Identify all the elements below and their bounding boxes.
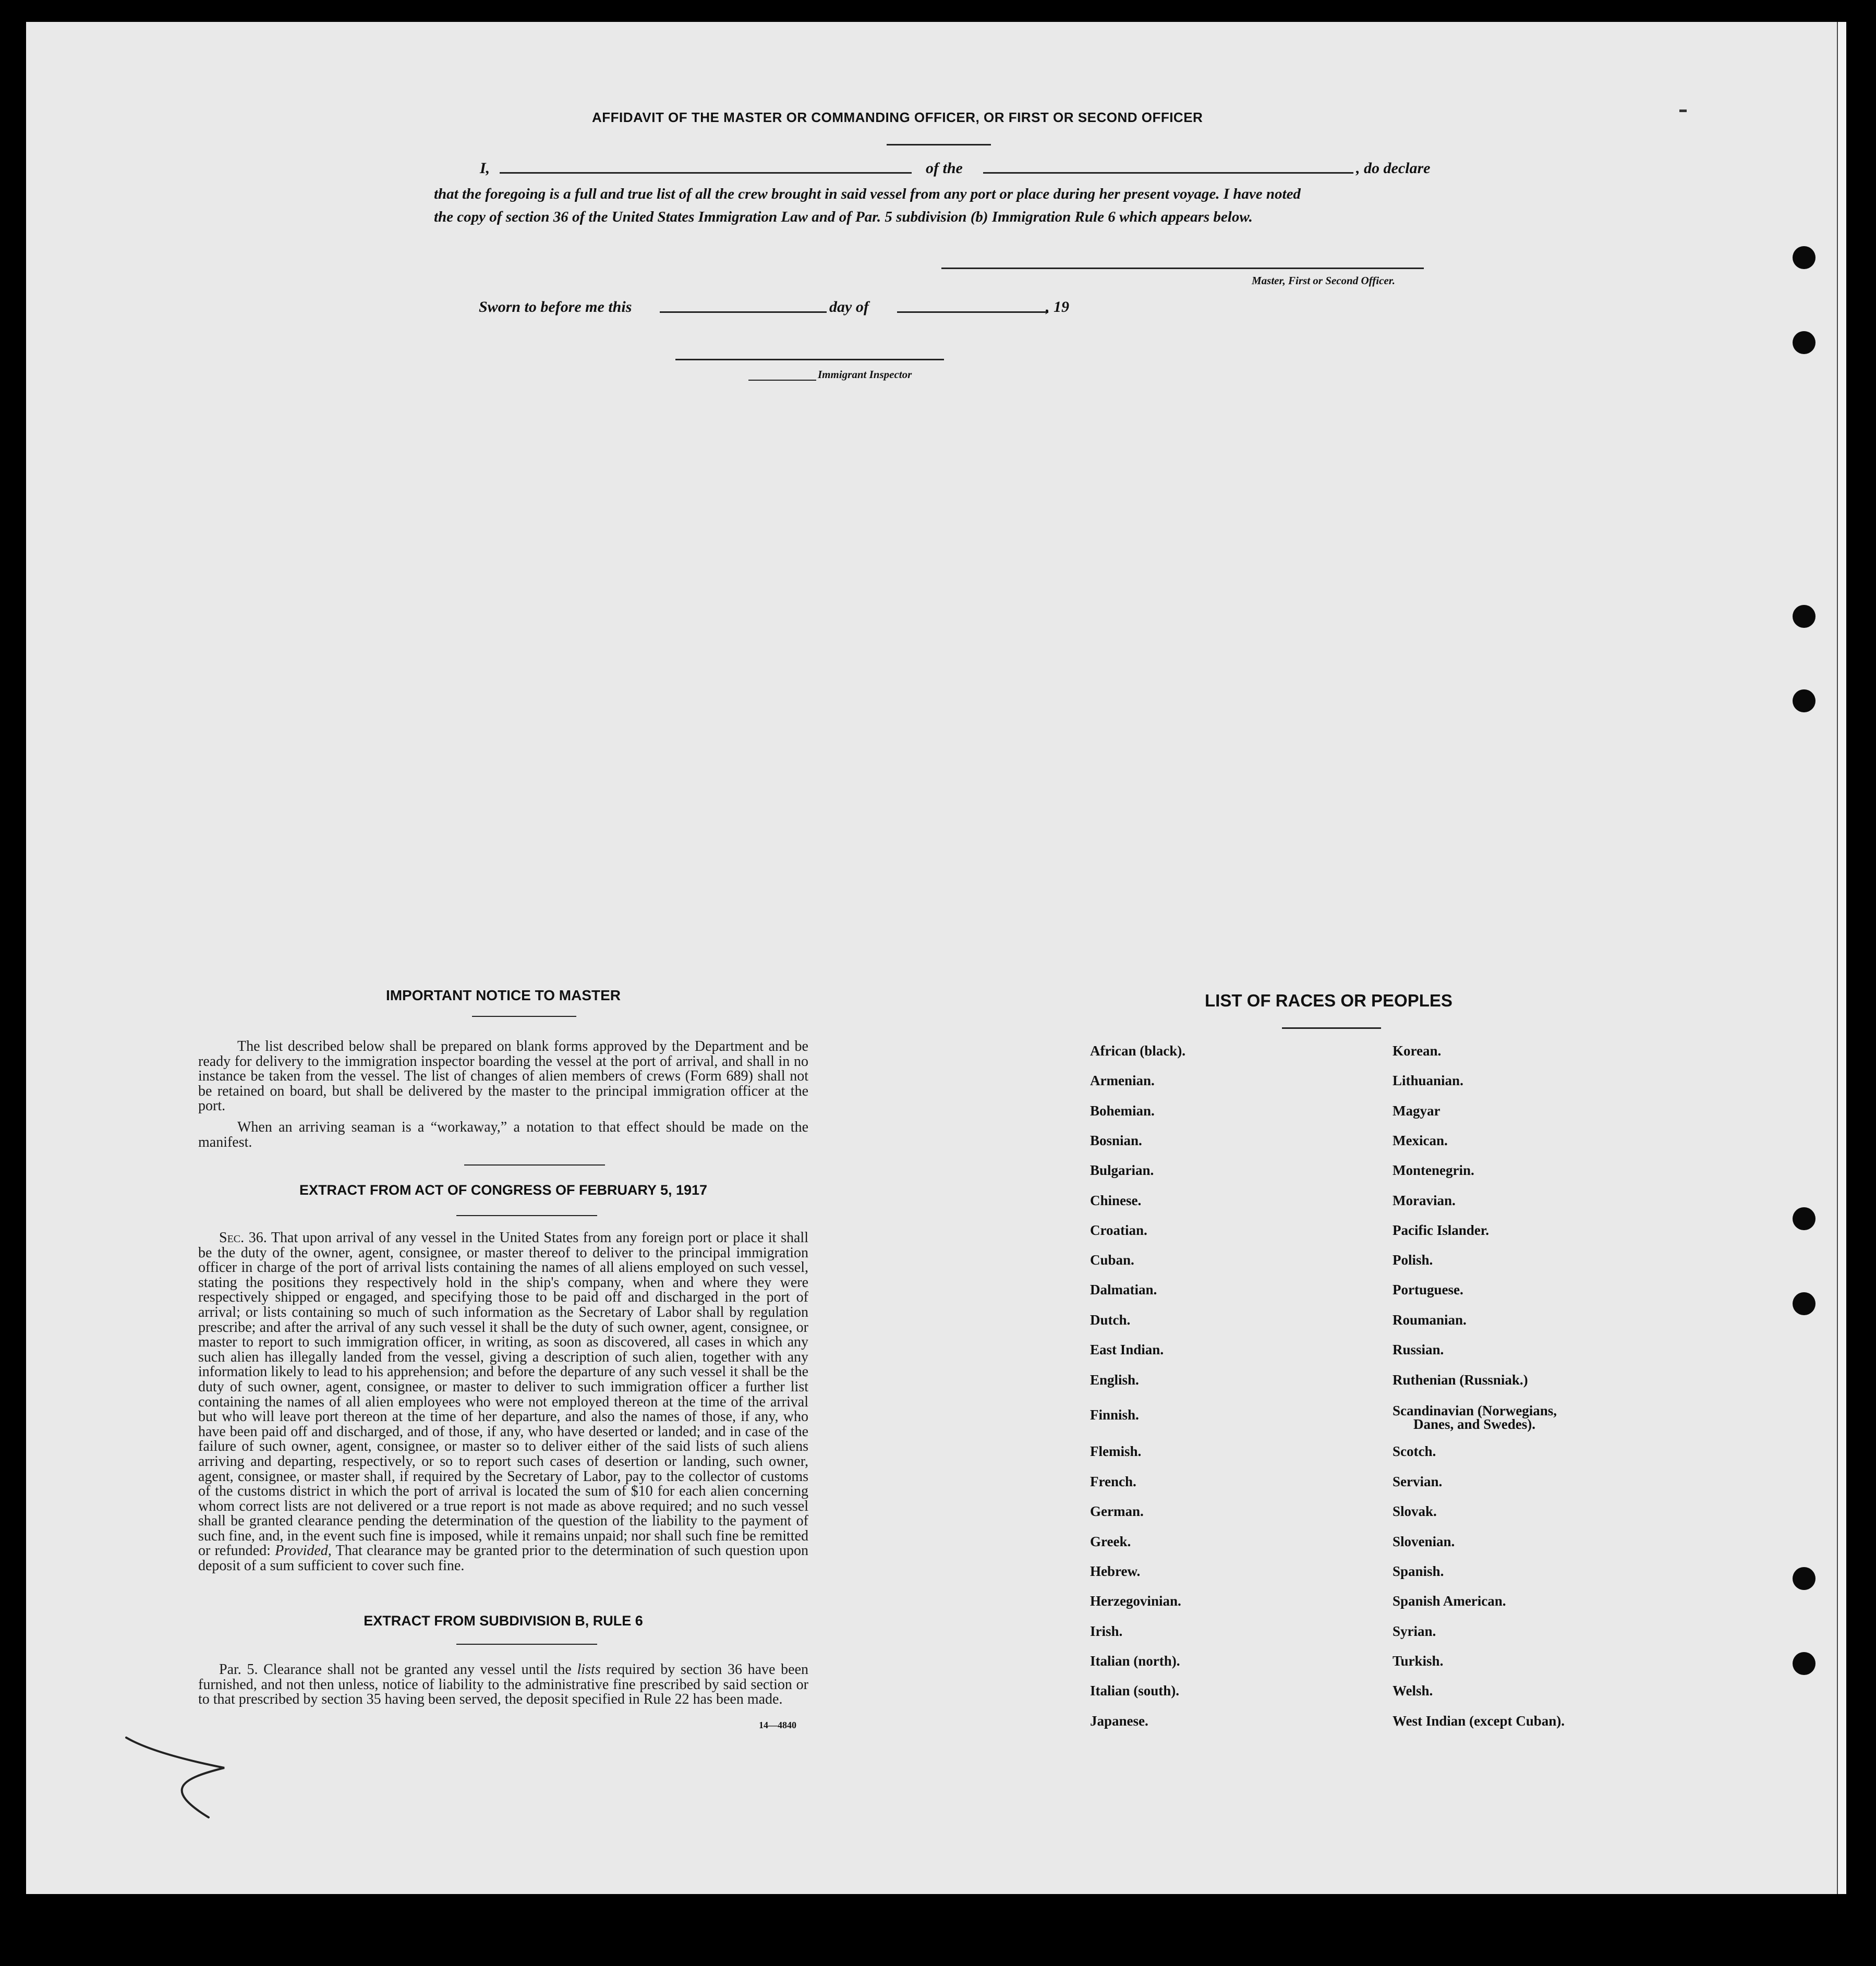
race-list-item: Magyar — [1393, 1103, 1441, 1119]
race-list-item: Armenian. — [1090, 1073, 1155, 1088]
punch-hole — [1793, 246, 1816, 269]
race-list-item: Herzegovinian. — [1090, 1593, 1181, 1609]
race-list-item: Dutch. — [1090, 1312, 1131, 1328]
race-list-item: Flemish. — [1090, 1443, 1142, 1459]
provided-word: Provided, — [275, 1543, 332, 1559]
race-list-item: Chinese. — [1090, 1193, 1142, 1208]
sworn-year-label: , 19 — [1046, 298, 1069, 315]
race-list-item: African (black). — [1090, 1043, 1185, 1059]
rule-text-a: Par. 5. Clearance shall not be granted any vessel until the — [219, 1661, 572, 1678]
race-list-item: Greek. — [1090, 1534, 1131, 1549]
act-heading: EXTRACT FROM ACT OF CONGRESS OF FEBRUARY 5, 1917 — [299, 1182, 708, 1198]
race-list-item: Portuguese. — [1393, 1282, 1463, 1297]
punch-hole — [1793, 1207, 1816, 1230]
race-list-item: Pacific Islander. — [1393, 1222, 1489, 1238]
race-list-item: Scotch. — [1393, 1443, 1436, 1459]
race-list-item: French. — [1090, 1474, 1136, 1489]
race-list-item: Montenegrin. — [1393, 1162, 1474, 1178]
notice-paragraph-2: When an arriving seaman is a “workaway,” a notation to that effect should be made on the manifest. — [198, 1119, 808, 1150]
race-list-item: Japanese. — [1090, 1713, 1148, 1729]
race-list-item: Slovak. — [1393, 1503, 1437, 1519]
race-list-item: Moravian. — [1393, 1193, 1456, 1208]
notice-body — [198, 1039, 808, 1150]
race-list-item: Cuban. — [1090, 1252, 1134, 1268]
affidavit-of-label: of the — [926, 160, 963, 177]
race-list-item: Mexican. — [1393, 1133, 1448, 1148]
race-list-item: Italian (south). — [1090, 1683, 1180, 1698]
races-heading: LIST OF RACES OR PEOPLES — [1205, 991, 1453, 1010]
race-list-item: Turkish. — [1393, 1653, 1444, 1669]
notice-paragraph-1: The list described below shall be prepared on blank forms approved by the Department and be ready for delivery to the immigration inspector boarding the vessel at the port of arrival, and shall in no instance be taken from the vessel. The list of changes of alien members of crews (Form 689) shall not be retained on board, but shall be delivered by the master to the principal immigration officer at the port. — [198, 1038, 808, 1114]
rule-text-b: required by section 36 have been furnished, and not then unless, notice of liability to the administrative fine prescribed by said section or to that prescribed by section 35 having been served, the deposit specified in Rule 22 has been made. — [198, 1661, 808, 1708]
punch-hole — [1793, 331, 1816, 354]
inspector-label: Immigrant Inspector — [818, 368, 912, 381]
race-list-item: East Indian. — [1090, 1342, 1164, 1357]
race-list-item: Polish. — [1393, 1252, 1433, 1268]
sworn-day-label: day of — [829, 298, 869, 315]
races-divider — [1282, 1027, 1381, 1029]
affidavit-statement-line3: the copy of section 36 of the United States Immigration Law and of Par. 5 subdivision (b) Immigration Rule 6 which appears below. — [434, 209, 1253, 225]
section-body: That upon arrival of any vessel in the United States from any foreign port or place it shall be the duty of the owner, agent, consignee, or master thereof to deliver to the principal immigration officer in charge of the port of arrival lists containing the names of all aliens employed on such vessel, stating the positions they respectively hold in the ship's company, when and where they were respectively shipped or engaged, and specifying those to be paid off and discharged in the port of arrival; or lists containing so much of such information as the Secretary of Labor shall by regulation prescribe; and after the arrival of any such vessel it shall be the duty of such owner, agent, consignee, or master to report to such immigration officer, in writing, as soon as discovered, all cases in which any such alien has illegally landed from the vessel, giving a description of such alien, together with any information likely to lead to his apprehension; and before the departure of any such vessel it shall be the duty of such owner, agent, consignee, or master to deliver to such immigration officer a further list containing the names of all alien employees who were not employed thereon at the time of the arrival but who will leave port thereon at the time of her departure, and also the names of those, if any, who have been paid off and discharged, and of those, if any, who have deserted or landed; and in case of the failure of such owner, agent, consignee, or master so to deliver either of the said lists of such aliens arriving and departing, respectively, or so to report such cases of desertion or landing, such owner, agent, consignee, or master shall, if required by the Secretary of Labor, pay to the collector of customs of the customs district in which the port of arrival is located the sum of $10 for each alien concerning whom correct lists are not delivered or a true report is not made as above required; and no such vessel shall be granted clearance pending the determination of the question of the liability to the payment of such fine, and, in the event such fine is imposed, while it remains unpaid; nor shall such fine be remitted or refunded: — [198, 1230, 808, 1559]
race-list-item: Lithuanian. — [1393, 1073, 1463, 1088]
section-tail: That clearance may be granted prior to the determination of such question upon deposit of a sum sufficient to cover such fine. — [198, 1543, 809, 1574]
sworn-label: Sworn to before me this — [479, 298, 632, 315]
race-list-item: Spanish. — [1393, 1563, 1444, 1579]
affidavit-statement-line2: that the foregoing is a full and true list of all the crew brought in said vessel from any port or place during her present voyage. I have noted — [434, 186, 1301, 202]
pen-mark — [120, 1731, 266, 1825]
section-label: Sec. 36. — [219, 1230, 267, 1246]
notice-heading: IMPORTANT NOTICE TO MASTER — [385, 987, 621, 1003]
race-list-item: Servian. — [1393, 1474, 1443, 1489]
race-list-item: West Indian (except Cuban). — [1393, 1713, 1565, 1729]
act-divider — [456, 1215, 597, 1216]
race-list-item: Bosnian. — [1090, 1133, 1142, 1148]
inspector-short-line — [748, 380, 816, 381]
rule-divider — [456, 1644, 597, 1645]
race-list-item: Bulgarian. — [1090, 1162, 1154, 1178]
vessel-blank — [983, 172, 1353, 174]
race-list-item: Korean. — [1393, 1043, 1442, 1059]
race-list-item: Danes, and Swedes). — [1413, 1416, 1536, 1432]
race-list-item: Finnish. — [1090, 1407, 1139, 1423]
race-list-item: Roumanian. — [1393, 1312, 1467, 1328]
lists-word: lists — [577, 1661, 601, 1678]
title-divider — [887, 144, 991, 145]
race-list-item: Italian (north). — [1090, 1653, 1180, 1669]
race-list-item: Dalmatian. — [1090, 1282, 1157, 1297]
affidavit-i-label: I, — [480, 160, 490, 177]
name-blank — [500, 172, 912, 174]
race-list-item: Scandinavian (Norwegians, — [1393, 1403, 1557, 1418]
punch-hole — [1793, 689, 1816, 712]
race-list-item: Croatian. — [1090, 1222, 1147, 1238]
master-signature-label: Master, First or Second Officer. — [1252, 274, 1395, 287]
punch-hole — [1793, 1567, 1816, 1590]
punch-hole — [1793, 605, 1816, 628]
sworn-date-blank — [660, 311, 827, 313]
act-section-36 — [198, 1231, 808, 1574]
race-list-item: German. — [1090, 1503, 1144, 1519]
punch-hole — [1793, 1652, 1816, 1675]
race-list-item: Slovenian. — [1393, 1534, 1455, 1549]
form-number: 14—4840 — [759, 1720, 796, 1730]
stray-mark — [1679, 110, 1687, 112]
inspector-signature-line — [675, 359, 944, 360]
master-signature-line — [941, 268, 1424, 269]
affidavit-title: AFFIDAVIT OF THE MASTER OR COMMANDING OFFICER, OR FIRST OR SECOND OFFICER — [592, 110, 1203, 125]
race-list-item: Ruthenian (Russniak.) — [1393, 1372, 1528, 1388]
race-list-item: Irish. — [1090, 1623, 1123, 1639]
rule-paragraph — [198, 1662, 808, 1707]
notice-divider — [472, 1016, 576, 1017]
notice-end-divider — [464, 1164, 605, 1166]
race-list-item: Syrian. — [1393, 1623, 1436, 1639]
race-list-item: Russian. — [1393, 1342, 1444, 1357]
rule-heading: EXTRACT FROM SUBDIVISION B, RULE 6 — [364, 1613, 643, 1629]
race-list-item: Bohemian. — [1090, 1103, 1155, 1119]
race-list-item: English. — [1090, 1372, 1139, 1388]
sworn-month-blank — [897, 311, 1048, 313]
race-list-item: Welsh. — [1393, 1683, 1433, 1698]
race-list-item: Hebrew. — [1090, 1563, 1141, 1579]
race-list-item: Spanish American. — [1393, 1593, 1506, 1609]
punch-hole — [1793, 1292, 1816, 1315]
affidavit-declare: , do declare — [1356, 160, 1431, 177]
